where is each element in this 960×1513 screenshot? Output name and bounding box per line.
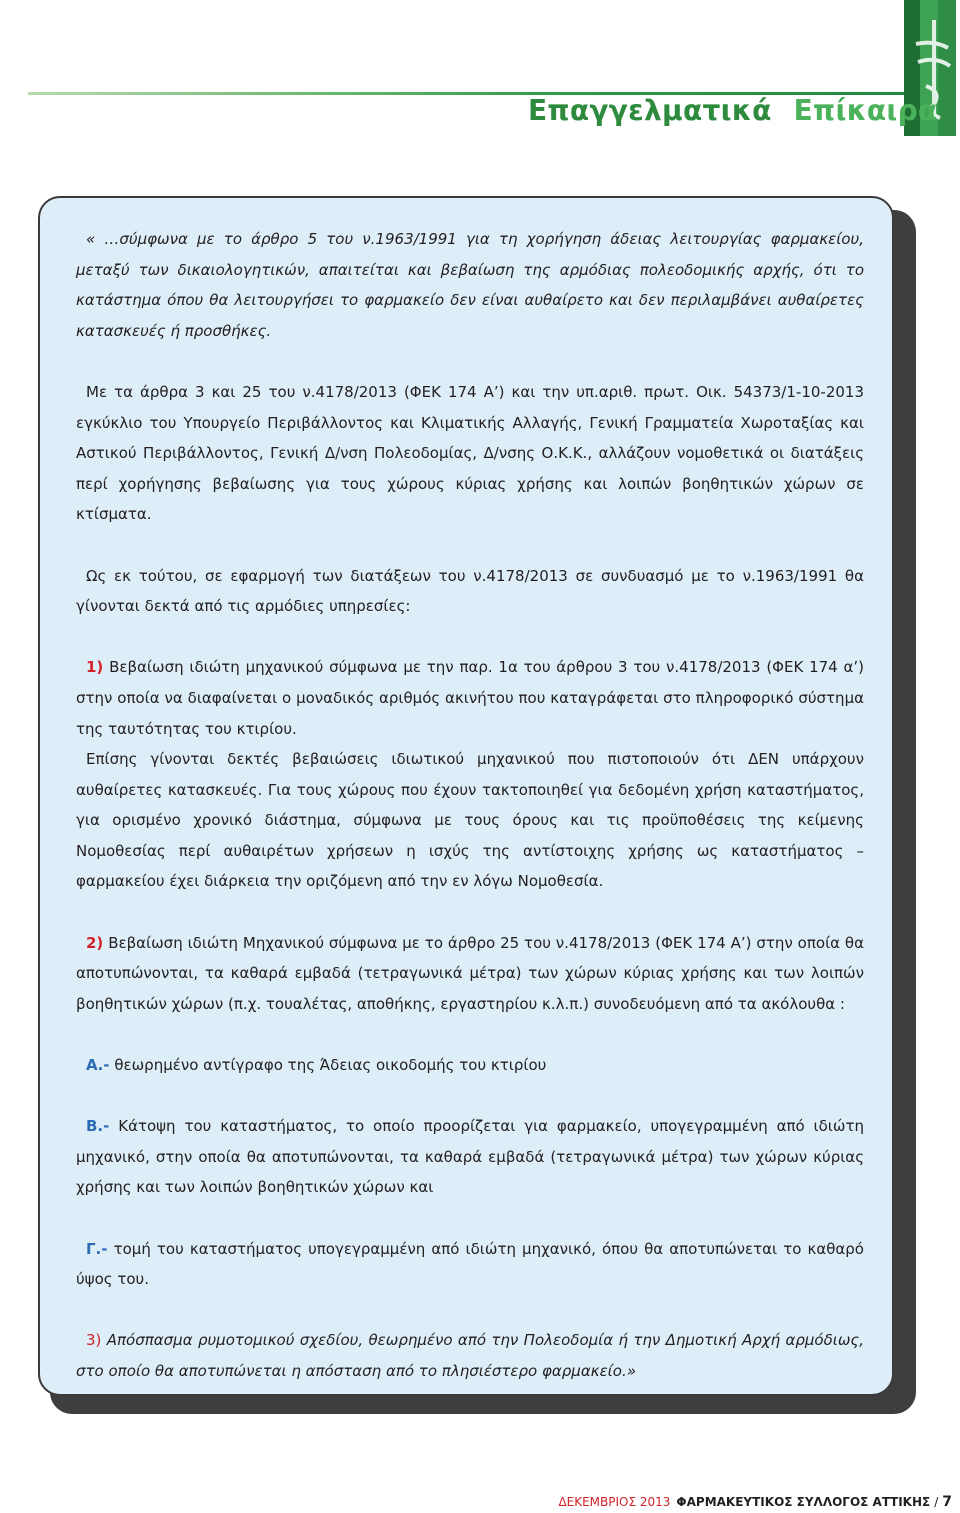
paragraph-accepted-documents: Ως εκ τούτου, σε εφαρμογή των διατάξεων του ν.4178/2013 σε συνδυασμό με το ν.1963/1991 θα γίνονται δεκτά από τις αρμόδιες υπηρεσίες: [76,566,864,616]
footer-separator: / [934,1495,939,1509]
page-number: 7 [942,1494,952,1510]
sub-item-b [76,1111,864,1203]
paragraph-intro: « …σύμφωνα με το άρθρο 5 του ν.1963/1991 για τη χορήγηση άδειας λειτουργίας φαρμακείου, μεταξύ των δικαιολογητικών, απαιτείται και βεβαίωση της αρμόδιας πολεοδομικής αρχής, ότι το κατάστημα όπου θα λειτουργήσει το φαρμακείο δεν είναι αυθαίρετο και δεν περιλαμβάνει αυθαίρετες κατασκευές ή προσθήκες. [76,230,864,340]
sub-item-a-text: θεωρημένο αντίγραφο της Άδειας οικοδομής του κτιρίου [114,1056,547,1075]
list-item-3 [76,1325,864,1386]
sub-item-a [76,1050,864,1081]
footer-issue-date: ΔΕΚΕΜΒΡΙΟΣ 2013 [558,1495,671,1509]
sub-item-g-text: τομή του καταστήματος υπογεγραμμένη από ιδιώτη μηχανικό, όπου θα αποτυπώνεται το καθαρό ύψος του. [76,1239,864,1289]
section-title-part2: Επίκαιρα [793,94,938,127]
sub-item-g [76,1234,864,1295]
sub-marker-b: Β.- [86,1117,110,1136]
paragraph-law-articles: Με τα άρθρα 3 και 25 του ν.4178/2013 (ΦΕΚ 174 Α’) και την υπ.αριθ. πρωτ. Οικ. 54373/1-10-2013 εγκύκλιο του Υπουργείο Περιβάλλοντος και Κλιματικής Αλλαγής, Γενική Γραμματεία Χωροταξίας και Αστικού Περιβάλλοντος, Γενική Δ/νση Πολεοδομίας, Δ/νσης Ο.Κ.Κ., αλλάζουν νομοθετικά οι διατάξεις περί χορήγησης βεβαίωσης για τους χώρους κύριας χρήσης και λοιπών βοηθητικών χώρων σε κτίσματα. [76,382,864,524]
list-item-1-continuation: Επίσης γίνονται δεκτές βεβαιώσεις ιδιωτικού μηχανικού που πιστοποιούν ότι ΔΕΝ υπάρχουν αυθαίρετες κατασκευές. Για τους χώρους που έχουν τακτοποιηθεί για δεδομένη χρήση καταστήματος, για ορισμένο χρονικό διάστημα, σύμφωνα με τους όρους και τις προϋποθέσεις της κείμενης Νομοθεσίας περί αυθαιρέτων χρήσεων η ισχύς της αντίστοιχης χρήσης ως καταστήματος – φαρμακείου έχει διάρκεια την οριζόμενη από την εν λόγω Νομοθεσία. [76,750,864,891]
list-item-2-text: Βεβαίωση ιδιώτη Μηχανικού σύμφωνα με το άρθρο 25 του ν.4178/2013 (ΦΕΚ 174 Α’) στην οποία θα αποτυπώνονται, τα καθαρά εμβαδά (τετραγωνικά μέτρα) των χώρων κύριας χρήσης και των λοιπών βοηθητικών χώρων (π.χ. τουαλέτας, αποθήκης, εργαστηρίου κ.λ.π.) συνοδευόμενη από τα ακόλουθα : [76,933,864,1013]
list-marker-2: 2) [86,933,104,952]
list-item-2 [76,928,864,1020]
section-title-part1: Επαγγελματικά [528,94,772,127]
list-marker-1: 1) [86,658,104,677]
content-box [38,196,894,1396]
sub-marker-g: Γ.- [86,1239,108,1258]
sub-marker-a: Α.- [86,1056,110,1075]
list-marker-3: 3) [86,1331,102,1350]
list-item-3-text: Απόσπασμα ρυμοτομικού σχεδίου, θεωρημένο από την Πολεοδομία ή την Δημοτική Αρχή αρμόδιως, στο οποίο θα αποτυπώνεται η απόσταση από το πλησιέστερο φαρμακείο.» [76,1331,864,1380]
footer-organization: ΦΑΡΜΑΚΕΥΤΙΚΟΣ ΣΥΛΛΟΓΟΣ ΑΤΤΙΚΗΣ [676,1495,931,1509]
article-body [76,224,864,1387]
sub-item-b-text: Κάτοψη του καταστήματος, το οποίο προορίζεται για φαρμακείο, υπογεγραμμένη από ιδιώτη μηχανικό, στην οποία θα αποτυπώνονται, τα καθαρά εμβαδά (τετραγωνικά μέτρα) των χώρων κύριας χρήσης και των λοιπών βοηθητικών χώρων και [76,1117,864,1197]
list-item-1 [76,652,864,744]
list-item-1-text: Βεβαίωση ιδιώτη μηχανικού σύμφωνα με την παρ. 1α του άρθρου 3 του ν.4178/2013 (ΦΕΚ 174 α’) στην οποία να διαφαίνεται ο μοναδικός αριθμός ακινήτου που καταγράφεται στο πληροφορικό σύστημα της ταυτότητας του κτιρίου. [76,658,864,738]
page-footer [558,1494,952,1512]
section-title [528,94,938,134]
